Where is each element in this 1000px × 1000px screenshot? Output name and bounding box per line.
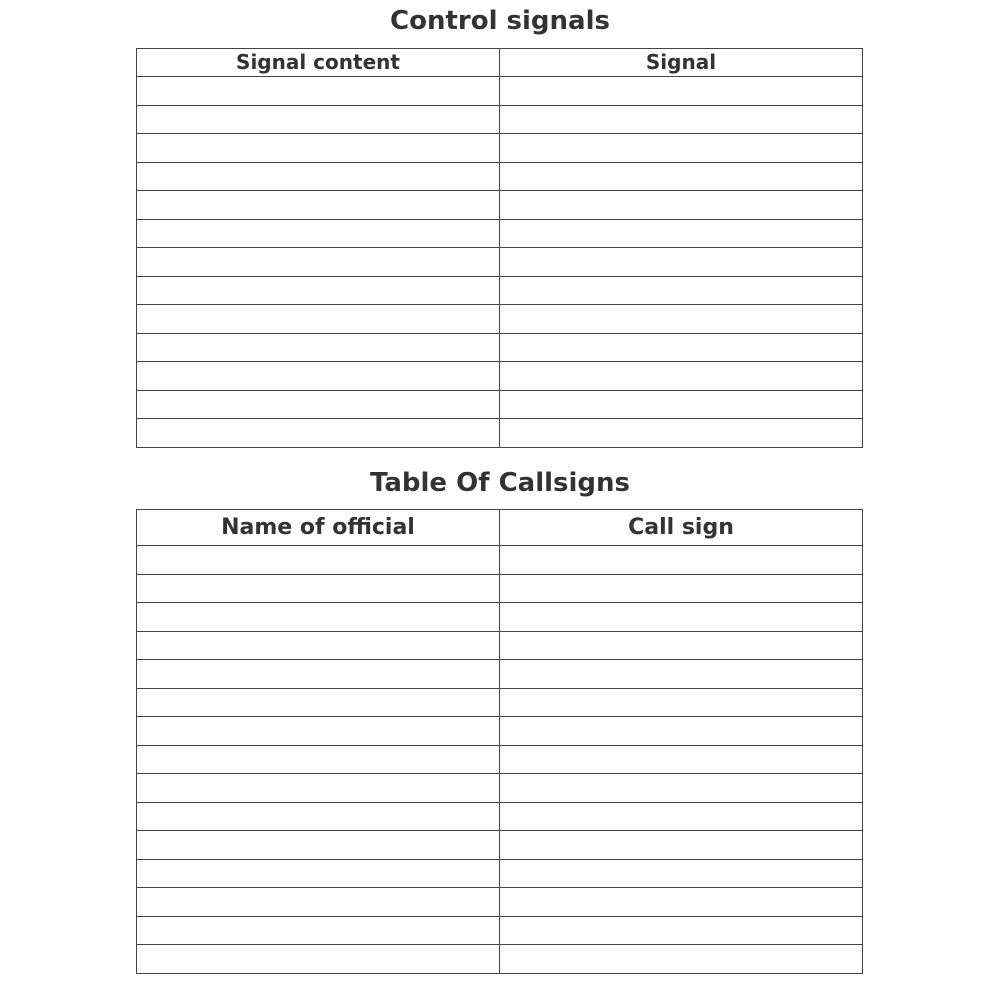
table-row: [137, 802, 863, 831]
call-sign-cell[interactable]: [500, 916, 863, 945]
name-of-official-cell[interactable]: [137, 603, 500, 632]
signal-content-cell[interactable]: [137, 305, 500, 334]
table-row: [137, 362, 863, 391]
call-sign-cell[interactable]: [500, 802, 863, 831]
signal-content-cell[interactable]: [137, 248, 500, 277]
table-row: [137, 419, 863, 448]
column-header-call-sign: Call sign: [500, 510, 863, 546]
name-of-official-cell[interactable]: [137, 802, 500, 831]
table-row: [137, 219, 863, 248]
call-sign-cell[interactable]: [500, 717, 863, 746]
call-sign-cell[interactable]: [500, 546, 863, 575]
name-of-official-cell[interactable]: [137, 945, 500, 974]
signal-content-cell[interactable]: [137, 162, 500, 191]
signal-content-cell[interactable]: [137, 105, 500, 134]
table-row: [137, 276, 863, 305]
column-header-signal: Signal: [500, 49, 863, 77]
table-row: [137, 305, 863, 334]
signal-content-cell[interactable]: [137, 333, 500, 362]
table-row: [137, 77, 863, 106]
table-row: [137, 248, 863, 277]
name-of-official-cell[interactable]: [137, 916, 500, 945]
name-of-official-cell[interactable]: [137, 660, 500, 689]
signal-content-cell[interactable]: [137, 219, 500, 248]
table-row: [137, 134, 863, 163]
name-of-official-cell[interactable]: [137, 688, 500, 717]
table-row: [137, 162, 863, 191]
signal-cell[interactable]: [500, 362, 863, 391]
table-row: [137, 105, 863, 134]
table-row: [137, 831, 863, 860]
signal-cell[interactable]: [500, 162, 863, 191]
call-sign-cell[interactable]: [500, 831, 863, 860]
call-sign-cell[interactable]: [500, 688, 863, 717]
name-of-official-cell[interactable]: [137, 859, 500, 888]
table-row: [137, 717, 863, 746]
signal-cell[interactable]: [500, 191, 863, 220]
table-row: [137, 660, 863, 689]
name-of-official-cell[interactable]: [137, 631, 500, 660]
signal-cell[interactable]: [500, 77, 863, 106]
signal-content-cell[interactable]: [137, 77, 500, 106]
name-of-official-cell[interactable]: [137, 574, 500, 603]
callsigns-body: [137, 546, 863, 974]
signal-content-cell[interactable]: [137, 362, 500, 391]
control-signals-table: [136, 48, 863, 448]
table-row: [137, 745, 863, 774]
signal-cell[interactable]: [500, 105, 863, 134]
signal-cell[interactable]: [500, 333, 863, 362]
table-row: [137, 333, 863, 362]
table-row: [137, 916, 863, 945]
name-of-official-cell[interactable]: [137, 831, 500, 860]
signal-cell[interactable]: [500, 248, 863, 277]
signal-cell[interactable]: [500, 134, 863, 163]
name-of-official-cell[interactable]: [137, 745, 500, 774]
callsigns-table: [136, 509, 863, 974]
call-sign-cell[interactable]: [500, 574, 863, 603]
table-row: [137, 631, 863, 660]
table-row: [137, 945, 863, 974]
signal-content-cell[interactable]: [137, 390, 500, 419]
control-signals-title: Control signals: [390, 6, 610, 36]
signal-cell[interactable]: [500, 219, 863, 248]
signal-content-cell[interactable]: [137, 134, 500, 163]
column-header-signal-content: Signal content: [137, 49, 500, 77]
table-row: [137, 888, 863, 917]
table-header-row: [137, 510, 863, 546]
signal-cell[interactable]: [500, 390, 863, 419]
column-header-name-of-official: Name of official: [137, 510, 500, 546]
call-sign-cell[interactable]: [500, 603, 863, 632]
table-row: [137, 574, 863, 603]
table-row: [137, 546, 863, 575]
callsigns-title: Table Of Callsigns: [369, 468, 631, 498]
call-sign-cell[interactable]: [500, 745, 863, 774]
signal-cell[interactable]: [500, 276, 863, 305]
control-signals-body: [137, 77, 863, 448]
signal-cell[interactable]: [500, 419, 863, 448]
call-sign-cell[interactable]: [500, 660, 863, 689]
table-row: [137, 191, 863, 220]
name-of-official-cell[interactable]: [137, 717, 500, 746]
table-row: [137, 774, 863, 803]
call-sign-cell[interactable]: [500, 859, 863, 888]
call-sign-cell[interactable]: [500, 945, 863, 974]
signal-cell[interactable]: [500, 305, 863, 334]
table-header-row: [137, 49, 863, 77]
call-sign-cell[interactable]: [500, 888, 863, 917]
name-of-official-cell[interactable]: [137, 546, 500, 575]
table-row: [137, 859, 863, 888]
name-of-official-cell[interactable]: [137, 774, 500, 803]
signal-content-cell[interactable]: [137, 419, 500, 448]
signal-content-cell[interactable]: [137, 276, 500, 305]
table-row: [137, 390, 863, 419]
signal-content-cell[interactable]: [137, 191, 500, 220]
call-sign-cell[interactable]: [500, 774, 863, 803]
table-row: [137, 603, 863, 632]
call-sign-cell[interactable]: [500, 631, 863, 660]
table-row: [137, 688, 863, 717]
name-of-official-cell[interactable]: [137, 888, 500, 917]
